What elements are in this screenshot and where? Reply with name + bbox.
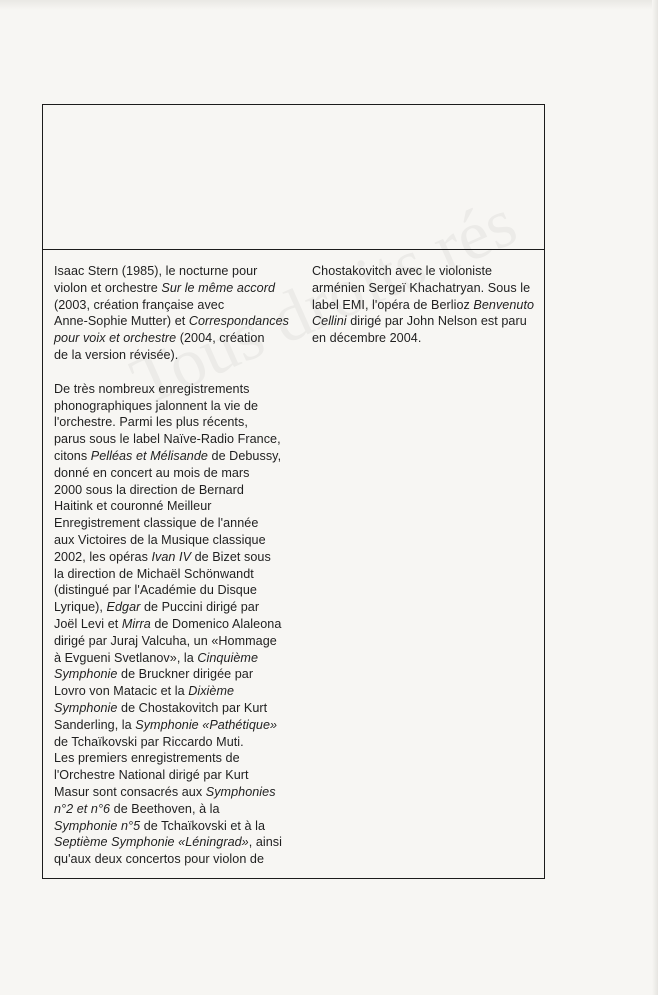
italic-text-run: Mirra [121,616,151,631]
work-title: pour voix et orchestre [54,331,177,346]
left-column [54,263,294,868]
paragraph-intro-continued [54,263,294,364]
text-run: , ainsi [248,835,282,850]
text-run: Enregistrement classique de l'année [54,516,259,531]
italic-text-run: Edgar [106,600,141,615]
italic-text-run: Dixième [188,684,235,699]
text-run: De très nombreux enregistrements [54,381,250,396]
text-run: Sanderling, la [54,717,136,732]
text-line: Anne-Sophie Mutter) et [54,314,189,329]
text-run: donné en concert au mois de mars [54,465,250,480]
text-run: de Bizet sous [191,549,271,564]
text-run: citons [54,448,91,463]
text-run: (distingué par l'Académie du Disque [54,583,257,598]
page-top-shadow [0,0,658,10]
text-run: phonographiques jalonnent la vie de [54,398,259,413]
text-line: (2003, création française avec [54,297,225,312]
italic-text-run: Symphonie [54,667,118,682]
text-run: de Domenico Alaleona [150,616,282,631]
text-run: l'orchestre. Parmi les plus récents, [54,415,248,430]
text-run: Haitink et couronné Meilleur [54,499,212,514]
page-edge-shadow [652,0,658,995]
text-run: dirigé par Juraj Valcuha, un «Hommage [54,633,277,648]
text-run: de Tchaïkovski et à la [140,818,266,833]
italic-text-run: Pelléas et Mélisande [90,448,208,463]
paragraph-recordings [54,381,294,868]
text-run: en décembre 2004. [312,331,422,346]
text-run: Les premiers enregistrements de [54,751,240,766]
italic-text-run: Cinquième [197,650,259,665]
italic-text-run: Cellini [312,314,347,329]
work-title: Sur le même accord [161,280,275,295]
text-run: de Tchaïkovski par Riccardo Muti. [54,734,244,749]
text-run: la direction de Michaël Schönwandt [54,566,254,581]
italic-text-run: Symphonies [205,784,276,799]
text-run: qu'aux deux concertos pour violon de [54,852,265,867]
text-run: de Debussy, [207,448,282,463]
text-run: arménien Sergeï Khachatryan. Sous le [312,280,531,295]
text-frame [42,104,545,879]
text-run: Chostakovitch avec le violoniste [312,264,493,278]
text-line: de la version révisée). [54,347,179,362]
text-run: l'Orchestre National dirigé par Kurt [54,768,249,783]
italic-text-run: Septième Symphonie «Léningrad» [54,835,249,850]
text-run: dirigé par John Nelson est paru [346,314,527,329]
text-run: Lyrique), [54,600,107,615]
text-run: 2000 sous la direction de Bernard [54,482,244,497]
text-line: Isaac Stern (1985), le nocturne pour [54,264,258,278]
text-line: violon et orchestre [54,280,162,295]
text-run: Joël Levi et [54,616,122,631]
paragraph-emi-recordings [312,263,542,347]
text-run: parus sous le label Naïve-Radio France, [54,432,281,447]
italic-text-run: Benvenuto [473,297,535,312]
text-run: de Bruckner dirigée par [117,667,254,682]
text-run: de Chostakovitch par Kurt [117,700,268,715]
text-line: (2004, création [176,331,265,346]
text-run: Lovro von Matacic et la [54,684,189,699]
text-run: 2002, les opéras [54,549,152,564]
italic-text-run: Symphonie n°5 [54,818,141,833]
italic-text-run: Symphonie [54,700,118,715]
italic-text-run: Ivan IV [151,549,192,564]
text-run: à Evgueni Svetlanov», la [54,650,198,665]
text-run: aux Victoires de la Musique classique [54,532,266,547]
italic-text-run: n°2 et n°6 [54,801,111,816]
right-column [312,263,542,347]
italic-text-run: Symphonie «Pathétique» [135,717,278,732]
text-run: Masur sont consacrés aux [54,784,206,799]
text-run: de Beethoven, à la [110,801,220,816]
empty-header-box [43,105,544,250]
text-run: de Puccini dirigé par [140,600,260,615]
work-title: Correspondances [188,314,290,329]
text-run: label EMI, l'opéra de Berlioz [312,297,474,312]
